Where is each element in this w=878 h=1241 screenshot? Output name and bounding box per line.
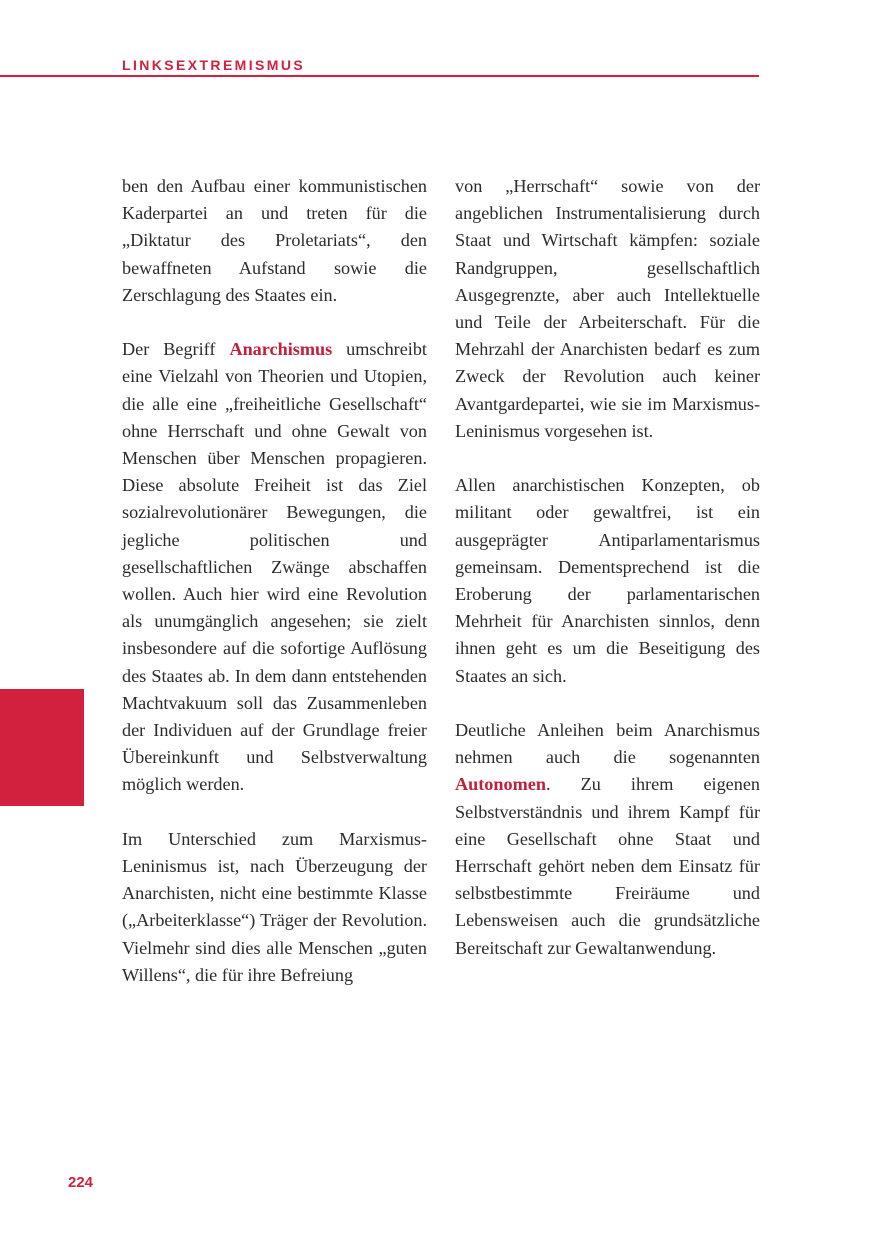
left-paragraph-2-lead: Der Begriff [122, 339, 230, 360]
right-text-column [455, 173, 760, 989]
left-paragraph-3-text: Im Unterschied zum Marxismus-Leninismus ist, nach Überzeugung der Anarchisten, nicht eine bestimmte Klasse („Arbeiterklasse“) Träger der Revolution. Vielmehr sind dies alle Menschen „guten Willens“, die für ihre Befreiung [122, 828, 427, 985]
term-anarchismus: Anarchismus [229, 339, 333, 360]
right-paragraph-3 [455, 717, 760, 962]
page-number: 224 [68, 1174, 94, 1191]
right-paragraph-3-lead: Deutliche Anleihen beim Anarchismus nehmen auch die sogenannten [455, 720, 760, 768]
side-color-tab [0, 689, 84, 806]
left-paragraph-1-text: ben den Aufbau einer kommunistischen Kaderpartei an und treten für die „Diktatur des Proletariats“, den bewaffneten Aufstand sowie die Zerschlagung des Staates ein. [122, 176, 427, 305]
left-paragraph-2 [122, 336, 427, 798]
right-paragraph-1 [455, 173, 760, 445]
left-paragraph-2-body: umschreibt eine Vielzahl von Theorien und Utopien, die alle eine „freiheitliche Gesellschaft“ ohne Herrschaft und ohne Gewalt von Menschen über Menschen propagieren. Diese absolute Freiheit ist das Ziel sozialrevolutionärer Bewegungen, die jegliche politischen und gesellschaftlichen Zwänge abschaffen wollen. Auch hier wird eine Revolution als unumgänglich angesehen; sie zielt insbesondere auf die sofortige Auflösung des Staates ab. In dem dann entstehenden Machtvakuum soll das Zusammenleben der Individuen auf der Grundlage freier Übereinkunft und Selbstverwaltung möglich werden. [122, 339, 427, 795]
right-paragraph-2 [455, 472, 760, 690]
right-paragraph-1-text: von „Herrschaft“ sowie von der angeblichen Instrumentalisierung durch Staat und Wirtschaft kämpfen: soziale Randgruppen, gesellschaftlich Ausgegrenzte, aber auch Intellektuelle und Teile der Arbeiterschaft. Für die Mehrzahl der Anarchisten bedarf es zum Zweck der Revolution auch keiner Avantgardepartei, wie sie im Marxismus-Leninismus vorgesehen ist. [455, 176, 760, 441]
running-header-title: LINKSEXTREMISMUS [122, 57, 306, 73]
right-paragraph-3-body: . Zu ihrem eigenen Selbstverständnis und ihrem Kampf für eine Gesellschaft ohne Staat und Herrschaft gehört neben dem Einsatz für selbstbestimmte Freiräume und Lebensweisen auch die grundsätzliche Bereitschaft zur Gewaltanwendung. [455, 774, 760, 958]
left-text-column [122, 173, 427, 1016]
left-paragraph-1 [122, 173, 427, 309]
header-rule [0, 75, 759, 77]
left-paragraph-3 [122, 826, 427, 989]
term-autonomen: Autonomen [455, 774, 546, 795]
right-paragraph-2-text: Allen anarchistischen Konzepten, ob militant oder gewaltfrei, ist ein ausgeprägter Antiparlamentarismus gemeinsam. Dementsprechend ist die Eroberung der parlamentarischen Mehrheit für Anarchisten sinnlos, denn ihnen geht es um die Beseitigung des Staates an sich. [455, 475, 760, 686]
